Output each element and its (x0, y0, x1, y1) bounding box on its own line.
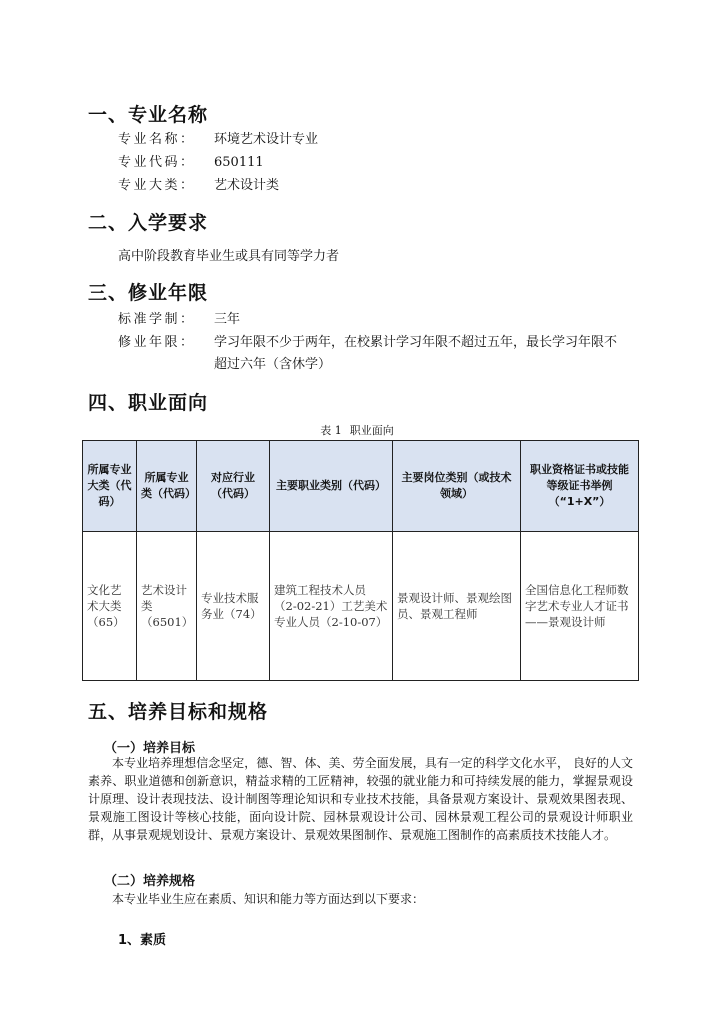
table-caption-text: 职业面向 (349, 424, 394, 437)
field-value: 艺术设计类 (214, 178, 280, 193)
field-major-name (118, 131, 319, 149)
table-cell: 艺术设计类（6501） (137, 532, 197, 681)
table-header-cell: 所属专业大类（代码） (83, 441, 137, 532)
table-header-row (83, 441, 639, 532)
field-value: 环境艺术设计专业 (214, 132, 319, 147)
section-heading-admission: 二、入学要求 (88, 212, 209, 234)
career-table (82, 440, 639, 681)
table-header-cell: 对应行业（代码） (197, 441, 270, 532)
table-row (83, 532, 639, 681)
table-cell: 全国信息化工程师数字艺术专业人才证书——景观设计师 (521, 532, 639, 681)
subheading-training-spec: （二）培养规格 (104, 874, 196, 889)
table-cell: 建筑工程技术人员（2-02-21）工艺美术专业人员（2-10-07） (270, 532, 393, 681)
section-heading-goals: 五、培养目标和规格 (88, 701, 269, 723)
field-value: 650111 (214, 155, 264, 170)
section-heading-career: 四、职业面向 (88, 392, 209, 414)
section-heading-major-name: 一、专业名称 (88, 104, 209, 126)
field-major-code (118, 154, 264, 172)
admission-text: 高中阶段教育毕业生或具有同等学力者 (118, 249, 340, 264)
field-label: 专业大类： (118, 178, 196, 193)
field-value: 三年 (214, 312, 241, 327)
field-study-period (118, 334, 618, 372)
table-header-cell: 职业资格证书或技能等级证书举例（“1+X”） (521, 441, 639, 532)
field-label: 标准学制： (118, 312, 196, 327)
field-label: 专业代码： (118, 155, 196, 170)
table-cell: 文化艺术大类（65） (83, 532, 137, 681)
subheading-qualities: 1、素质 (118, 933, 167, 948)
table-cell: 专业技术服务业（74） (197, 532, 270, 681)
training-goal-paragraph: 本专业培养理想信念坚定，德、智、体、美、劳全面发展，具有一定的科学文化水平， 良好的人文素养、职业道德和创新意识，精益求精的工匠精神，较强的就业能力和可持续发展的能力，掌握景观设计原理、设计表现技法、设计制图等理论知识和专业技术技能，具备景观方案设计、景观效果图表现、景观施工图设计等核心技能，面向设计院、园林景观设计公司、园林景观工程公司的景观设计师职业群，从事景观规划设计、景观方案设计、景观效果图制作、景观施工图制作的高素质技术技能人才。 (88, 756, 633, 842)
field-standard-duration (118, 311, 241, 329)
training-spec-paragraph: 本专业毕业生应在素质、知识和能力等方面达到以下要求： (112, 892, 425, 906)
table-caption-number: 表 1 (320, 424, 342, 437)
table-caption (0, 422, 714, 438)
subheading-training-goal: （一）培养目标 (104, 741, 196, 756)
table-header-cell: 所属专业类（代码） (137, 441, 197, 532)
table-header-cell: 主要职业类别（代码） (270, 441, 393, 532)
field-major-category (118, 177, 280, 195)
field-value: 学习年限不少于两年，在校累计学习年限不超过五年，最长学习年限不超过六年（含休学） (214, 335, 618, 372)
field-label: 修业年限： (118, 335, 196, 350)
field-label: 专业名称： (118, 132, 196, 147)
table-header-cell: 主要岗位类别（或技术领域） (393, 441, 521, 532)
section-heading-duration: 三、修业年限 (88, 282, 209, 304)
table-cell: 景观设计师、景观绘图员、景观工程师 (393, 532, 521, 681)
